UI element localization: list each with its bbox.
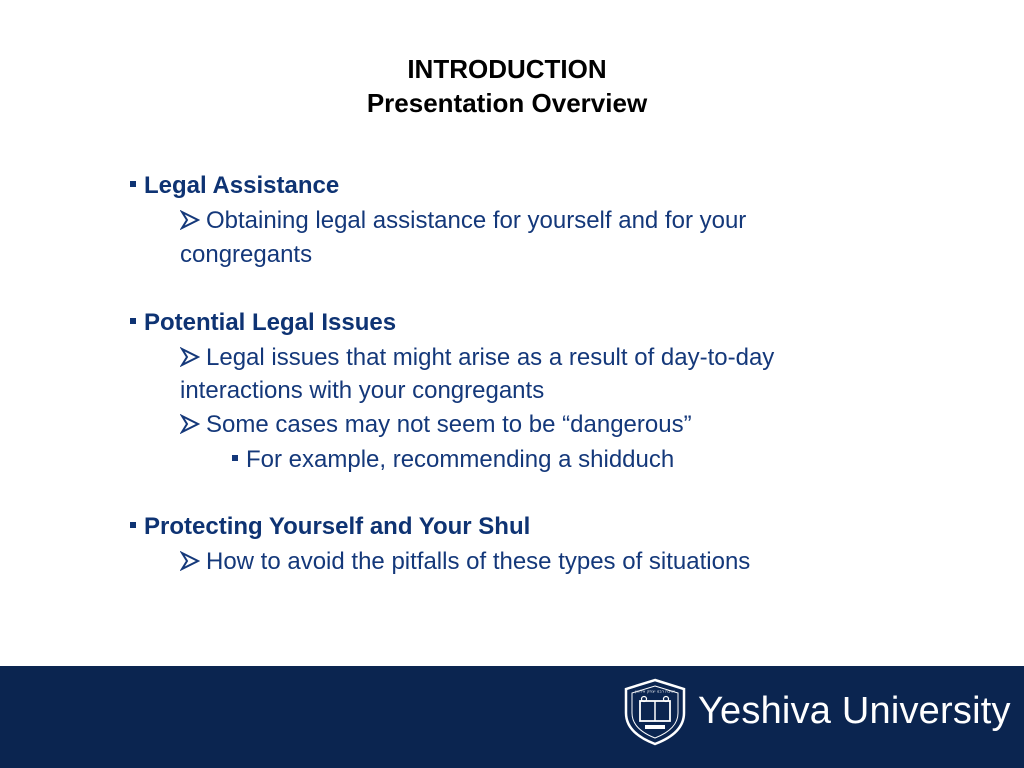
list-item-continued: congregants — [180, 241, 313, 268]
section-heading-text: Protecting Yourself and Your Shul — [144, 513, 531, 540]
list-item-text: Legal issues that might arise as a result of day-to-day — [206, 344, 775, 371]
square-bullet-icon — [130, 522, 136, 528]
square-bullet-icon — [232, 455, 238, 461]
list-item — [180, 207, 746, 235]
arrow-bullet-icon — [180, 347, 200, 367]
yeshiva-university-seal-icon — [620, 677, 690, 747]
sub-list-item — [232, 446, 674, 474]
list-item-text: Some cases may not seem to be “dangerous” — [206, 411, 692, 438]
list-item — [180, 548, 750, 576]
seal-inscription: ישיבת רבנו יצחק אלחנן — [635, 688, 675, 694]
list-item — [180, 411, 692, 439]
brand-wordmark: Yeshiva University — [698, 690, 1011, 732]
section-heading-legal-assistance — [130, 172, 339, 200]
square-bullet-icon — [130, 318, 136, 324]
title-line-2: Presentation Overview — [366, 88, 648, 118]
arrow-bullet-icon — [180, 210, 200, 230]
arrow-bullet-icon — [180, 551, 200, 571]
slide-title — [0, 52, 1014, 120]
section-heading-potential-legal-issues — [130, 309, 396, 337]
sub-list-item-text: For example, recommending a shidduch — [246, 446, 675, 473]
section-heading-text: Legal Assistance — [144, 172, 340, 199]
square-bullet-icon — [130, 181, 136, 187]
list-item-text: Obtaining legal assistance for yourself and for your — [206, 207, 747, 234]
list-item — [180, 344, 774, 372]
list-item-text: How to avoid the pitfalls of these types of situations — [206, 548, 751, 575]
arrow-bullet-icon — [180, 414, 200, 434]
section-heading-protecting-yourself — [130, 513, 530, 541]
section-heading-text: Potential Legal Issues — [144, 309, 397, 336]
title-line-1: INTRODUCTION — [407, 54, 607, 84]
list-item-continued: interactions with your congregants — [180, 377, 545, 404]
